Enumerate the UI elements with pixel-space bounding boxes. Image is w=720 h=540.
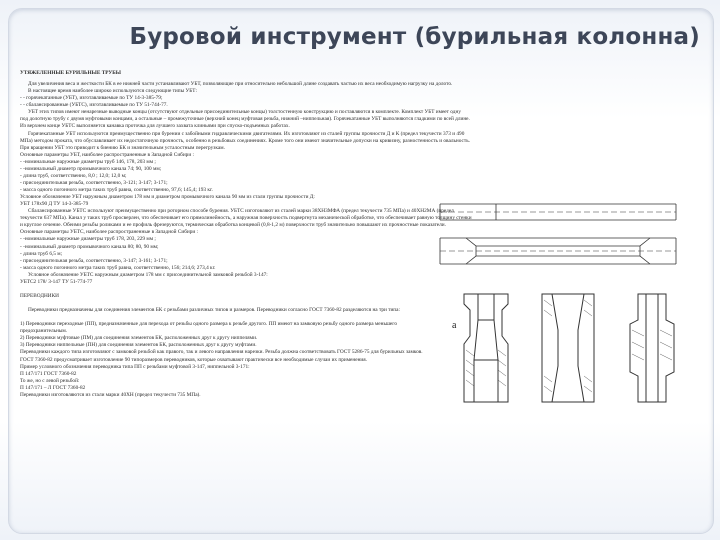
paragraph-line: ГОСТ 7360-82 предусматривает изготовление 90 типоразмеров переводников, которые охватывают практически все необходимые случаи их применения. (20, 356, 368, 363)
paragraph-line: предохранительным. (20, 328, 68, 335)
list-item: - присоединительная резьба, соответственно, 3-121; 3-147; 3-171; (20, 179, 168, 186)
list-item: - длина труб 6,5 м; (20, 250, 63, 257)
paragraph-line: Условное обозначение УБТ наружным диаметром 178 мм и диаметром промывочного канала 90 мм из стали группы прочности Д: (20, 194, 315, 201)
paragraph-line: Из верхнем конце УБТС выполняется канавка проточка для лучшего захвата клиньями при спуско-подъемных работах. (20, 123, 290, 130)
designation-line: П 147/171 – Л ГОСТ 7360-82 (20, 384, 86, 391)
list-item: - -номинальные наружные диаметры труб 178, 203, 229 мм ; (20, 236, 156, 243)
list-item: 3) Переводники ниппельные (ПН) для соединения элементов БК, расположенных друг к другу муфтами. (20, 342, 257, 349)
collar-sketch-upper (440, 204, 676, 220)
paragraph-line: Сбалансированные УБТС используют преимущественно при роторном способе бурения. УБТС изготовляют из сталей марки 38ХН3МФА (предел текучести 735 МПа) и 40ХН2МА (предел (28, 208, 454, 215)
list-item: - -номинальный диаметр промывочного канала 80; 80, 90 мм; (20, 243, 159, 250)
list-item: - -номинальные наружные диаметры труб 146, 178, 203 мм ; (20, 158, 156, 165)
paragraph-line: Условное обозначение УБТС наружным диаметром 178 мм с присоединительной замковой резьбой 3-147: (28, 271, 268, 278)
paragraph-line: МПа) методом проката, что обуславливает их недостаточную прочность, особенно в резьбовых соединениях. Кроме того они имеют значительные допуски на кривизну, разностенность и овальность. (20, 137, 470, 144)
paragraph-line: Переводники изготовляются из стали марки 40ХН (предел текучести 735 МПа). (20, 391, 201, 398)
list-item: - длина труб, соответственно, 8,0 ; 12,0; 12,0 м; (20, 172, 127, 179)
sub-adapters-figure (450, 290, 690, 408)
drill-collar-figure (436, 200, 696, 280)
list-item: - -номинальный диаметр промывочного канала 74; 90, 100 мм; (20, 165, 162, 172)
list-item: 2) Переводники муфтовые (ПМ) для соединения элементов БК, расположенных друг к другу ниппелями. (20, 335, 258, 342)
paragraph-line: Переводники каждого типа изготовляют с замковой резьбой как правого, так и левого направления нарезки. Резьба должна соответствовать ГОСТ 5286-75 для бурильных замков. (20, 349, 423, 356)
list-item: - масса одного погонного метра таких труб равна, соответственно, 97,6; 145,4; 193 кг. (20, 187, 213, 193)
section-heading: ПЕРЕВОДНИКИ (20, 292, 59, 299)
list-item: - присоединительная резьба, соответственно, 3-147; 3-161; 3-171; (20, 257, 168, 264)
designation-line: УБТС2 178/ 3-147 ТУ 51-774-77 (20, 278, 93, 285)
paragraph-line: Горячекатанные УБТ используются преимущественно при бурении с забойными гидравлическими двигателями. Их изготовляют из сталей группы прочности Д и К (предел текучести 373 и 490 (28, 130, 465, 137)
paragraph-line: В настоящее время наиболее широко используются следующие типы УБТ: (28, 88, 197, 95)
list-item: - масса одного погонного метра таких труб равна, соответственно, 156; 214,6; 273,4 кг. (20, 264, 216, 271)
paragraph-line: Основные параметры УБТ, наиболее распространенные в Западной Сибири : (20, 151, 194, 158)
figure-label: а (452, 320, 457, 331)
paragraph-line: под долотную трубу с двумя муфтовыми концами, а остальные – промежуточные (верхний конец муфтовая резьба, нижний –ниппельная). Горячекатанные УБТ выполняются гладкими по всей длине. (20, 116, 470, 123)
paragraph-line: УБТ этих типов имеют ненарезные выводные концы (отсутствуют отдельные присоединительные концы) толстостенную конструкцию и поставляются в комплекте. Комплект УБТ имеет одну (28, 109, 461, 116)
paragraph-line: При вращении УБТ это приводит к биению БК и значительным усталостным перегрузкам. (20, 144, 225, 151)
paragraph-line: Основные параметры УБТС, наиболее распространенные в Западной Сибири : (20, 229, 199, 236)
slide-title: Буровой инструмент (бурильная колонна) (129, 24, 700, 50)
adapter-pm-drawing (542, 294, 594, 402)
designation-line: П 147/171 ГОСТ 7360-82 (20, 370, 77, 377)
paragraph-line: Пример условного обозначения переводника типа ПП с резьбами муфтовой 3-147, ниппельной 3-171: (20, 363, 250, 370)
collar-sketch-lower (440, 238, 676, 264)
adapter-pp-drawing (464, 294, 508, 402)
list-item: - - сбалансированные (УБТС), изготавливаемые по ТУ 51-744-77. (20, 102, 168, 109)
list-item: 1) Переводники переходные (ПП), предназначенные для перехода от резьбы одного размера к резьбе другого. ПП имеют на замковую резьбу одного размера меньшего (20, 321, 397, 328)
paragraph-line: То же, но с левой резьбой: (20, 377, 80, 384)
paragraph-line: Для увеличения веса и жесткости БК в ее нижней части устанавливают УБТ, позволяющие при относительно небольшой длине создавать частью их веса необходимую нагрузку на долото. (28, 81, 453, 88)
designation-line: УБТ 178х90 Д ТУ 14-3-385-79 (20, 201, 89, 208)
adapter-pn-drawing (630, 294, 674, 402)
paragraph-line: текучести 637 МПа). Канал у таких труб просверлен, что обеспечивает его прямолинейность, а наружная поверхность подвергнута механической обработке, что обеспечивает равную толщину стенки (20, 215, 472, 222)
list-item: - - горячекатанные (УБТ), изготавливаемые по ТУ 14-3-385-79; (20, 95, 163, 102)
paragraph-line: и круглое сечение. Обеими резьбы роликами и ее профиль фрезеруются, термическая обработка концевой (0,8-1,2 м) поверхности труб значительно повышают их прочностные показатели. (20, 222, 446, 229)
paragraph-line: Переводники предназначены для соединения элементов БК с резьбами различных типов и размеров. Переводники согласно ГОСТ 7360-82 разделяются на три типа: (28, 307, 400, 314)
section-heading: УТЯЖЕЛЕННЫЕ БУРИЛЬНЫЕ ТРУБЫ (20, 70, 121, 76)
